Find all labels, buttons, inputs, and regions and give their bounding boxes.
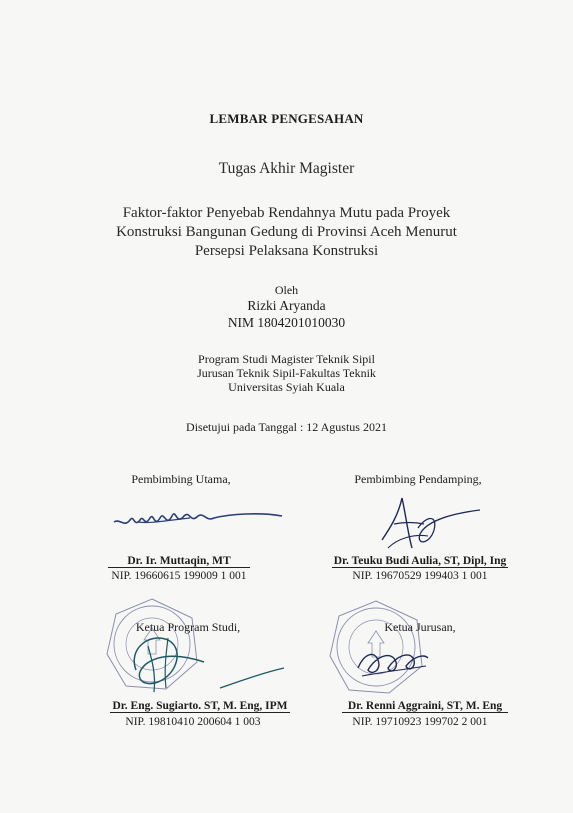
- program-head-signature-stroke: [218, 664, 288, 694]
- department-name: Jurusan Teknik Sipil-Fakultas Teknik: [197, 366, 376, 380]
- university-name: Universitas Syiah Kuala: [228, 380, 345, 394]
- department-head-nip: NIP. 19710923 199702 2 001: [352, 716, 488, 728]
- author-nim: NIM 1804201010030: [227, 315, 346, 330]
- co-supervisor-role: Pembimbing Pendamping,: [354, 472, 482, 486]
- main-supervisor-name: Dr. Ir. Muttaqin, MT: [127, 555, 231, 567]
- co-supervisor-signature: [368, 488, 488, 560]
- thesis-title-line: Persepsi Pelaksana Konstruksi: [194, 243, 379, 259]
- page-title: LEMBAR PENGESAHAN: [209, 111, 364, 126]
- program-head-role: Ketua Program Studi,: [135, 620, 241, 634]
- author-name: Rizki Aryanda: [247, 298, 326, 313]
- department-head-signature: [352, 636, 432, 686]
- department-head-name: Dr. Renni Aggraini, ST, M. Eng: [347, 700, 503, 712]
- co-supervisor-nip: NIP. 19670529 199403 1 001: [352, 570, 488, 582]
- signature-line: [110, 712, 290, 713]
- co-supervisor-name: Dr. Teuku Budi Aulia, ST, Dipl, Ing: [333, 555, 507, 567]
- thesis-title: [0, 204, 573, 261]
- program-name: Program Studi Magister Teknik Sipil: [198, 352, 375, 366]
- main-supervisor-signature: [110, 498, 290, 538]
- thesis-title-line: Konstruksi Bangunan Gedung di Provinsi Aceh Menurut: [116, 224, 457, 240]
- main-supervisor-nip: NIP. 19660615 199009 1 001: [111, 570, 247, 582]
- program-head-signature: [118, 626, 208, 696]
- signature-line: [342, 712, 508, 713]
- document-type: Tugas Akhir Magister: [218, 160, 355, 177]
- program-head-name: Dr. Eng. Sugiarto. ST, M. Eng, IPM: [112, 700, 288, 712]
- thesis-title-line: Faktor-faktor Penyebab Rendahnya Mutu pada Proyek: [122, 205, 451, 221]
- department-head-role: Ketua Jurusan,: [384, 620, 456, 634]
- signature-line: [108, 567, 250, 568]
- approval-date: Disetujui pada Tanggal : 12 Agustus 2021: [186, 420, 387, 434]
- program-head-nip: NIP. 19810410 200604 1 003: [125, 716, 261, 728]
- signature-line: [332, 567, 508, 568]
- main-supervisor-role: Pembimbing Utama,: [131, 472, 231, 486]
- by-label: Oleh: [274, 283, 299, 297]
